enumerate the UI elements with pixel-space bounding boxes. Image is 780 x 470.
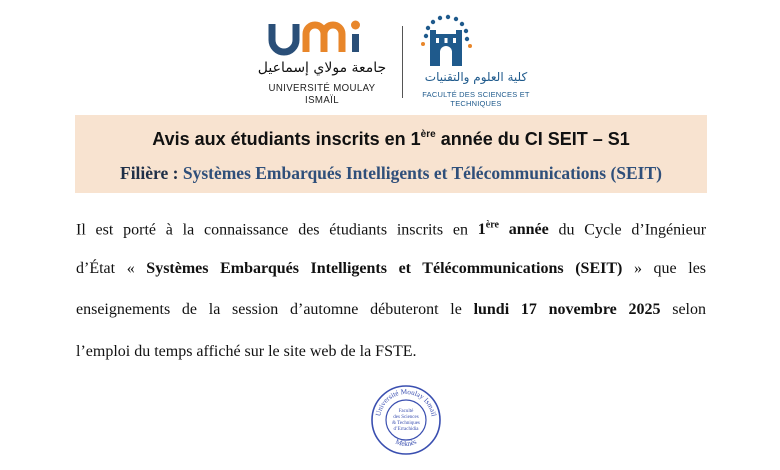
stamp-ring-bottom: Meknès — [394, 437, 418, 448]
notice-title-end: année du CI SEIT – S1 — [435, 129, 630, 149]
paragraph-text: Il est porté à la connaissance des étudiants inscrits en — [76, 221, 478, 239]
faculty-name-french: FACULTÉ DES SCIENCES ET TECHNIQUES — [422, 90, 530, 108]
year-superscript: ère — [485, 220, 499, 231]
official-stamp — [370, 384, 442, 456]
paragraph-text: » que les — [622, 260, 707, 277]
faculty-logo — [412, 14, 540, 106]
notice-title-superscript: ère — [420, 129, 436, 140]
program-emphasis: Systèmes Embarqués Intelligents et Télécommunications (SEIT) — [146, 260, 623, 277]
logo-divider — [402, 26, 403, 98]
stamp-ring-top: Université Moulay Ismaïl — [374, 387, 438, 417]
paragraph-text: d’État « — [76, 260, 147, 277]
paragraph-line-3 — [76, 300, 706, 320]
program-label: Filière : — [120, 163, 179, 183]
year-emphasis — [478, 221, 549, 238]
stamp-center-line-4: d’Errachidia — [393, 427, 419, 432]
stamp-center-line-3: & Techniques — [392, 421, 420, 426]
paragraph-text: selon — [660, 301, 706, 318]
stamp-center-line-2: des Sciences — [393, 415, 419, 420]
notice-title — [75, 129, 707, 150]
faculty-gate-icon — [416, 14, 476, 70]
notice-title-box — [75, 115, 707, 193]
umi-logo — [252, 18, 392, 106]
program-name: Systèmes Embarqués Intelligents et Télécommunications (SEIT) — [182, 163, 662, 183]
paragraph-line-2 — [76, 259, 706, 279]
start-date-emphasis: lundi 17 novembre 2025 — [473, 301, 661, 318]
paragraph-line-4: l’emploi du temps affiché sur le site web de la FSTE. — [76, 343, 417, 360]
faculty-name-arabic: كلية العلوم والتقنيات — [424, 70, 528, 84]
paragraph-text: du Cycle d’Ingénieur — [548, 221, 707, 239]
notice-title-start: Avis aux étudiants inscrits en 1 — [152, 129, 421, 149]
stamp-center-line-1: Faculté — [398, 409, 414, 414]
year-word: année — [498, 221, 549, 239]
university-name-arabic: جامعة مولاي إسماعيل — [257, 60, 387, 76]
program-line — [75, 163, 707, 184]
paragraph-text: enseignements de la session d’automne débuteront le — [76, 301, 474, 318]
paragraph-line-1 — [76, 216, 706, 240]
umi-wordmark — [268, 18, 376, 58]
university-name-french: UNIVERSITÉ MOULAY ISMAÏL — [268, 82, 376, 106]
year-number: 1 — [477, 221, 486, 239]
